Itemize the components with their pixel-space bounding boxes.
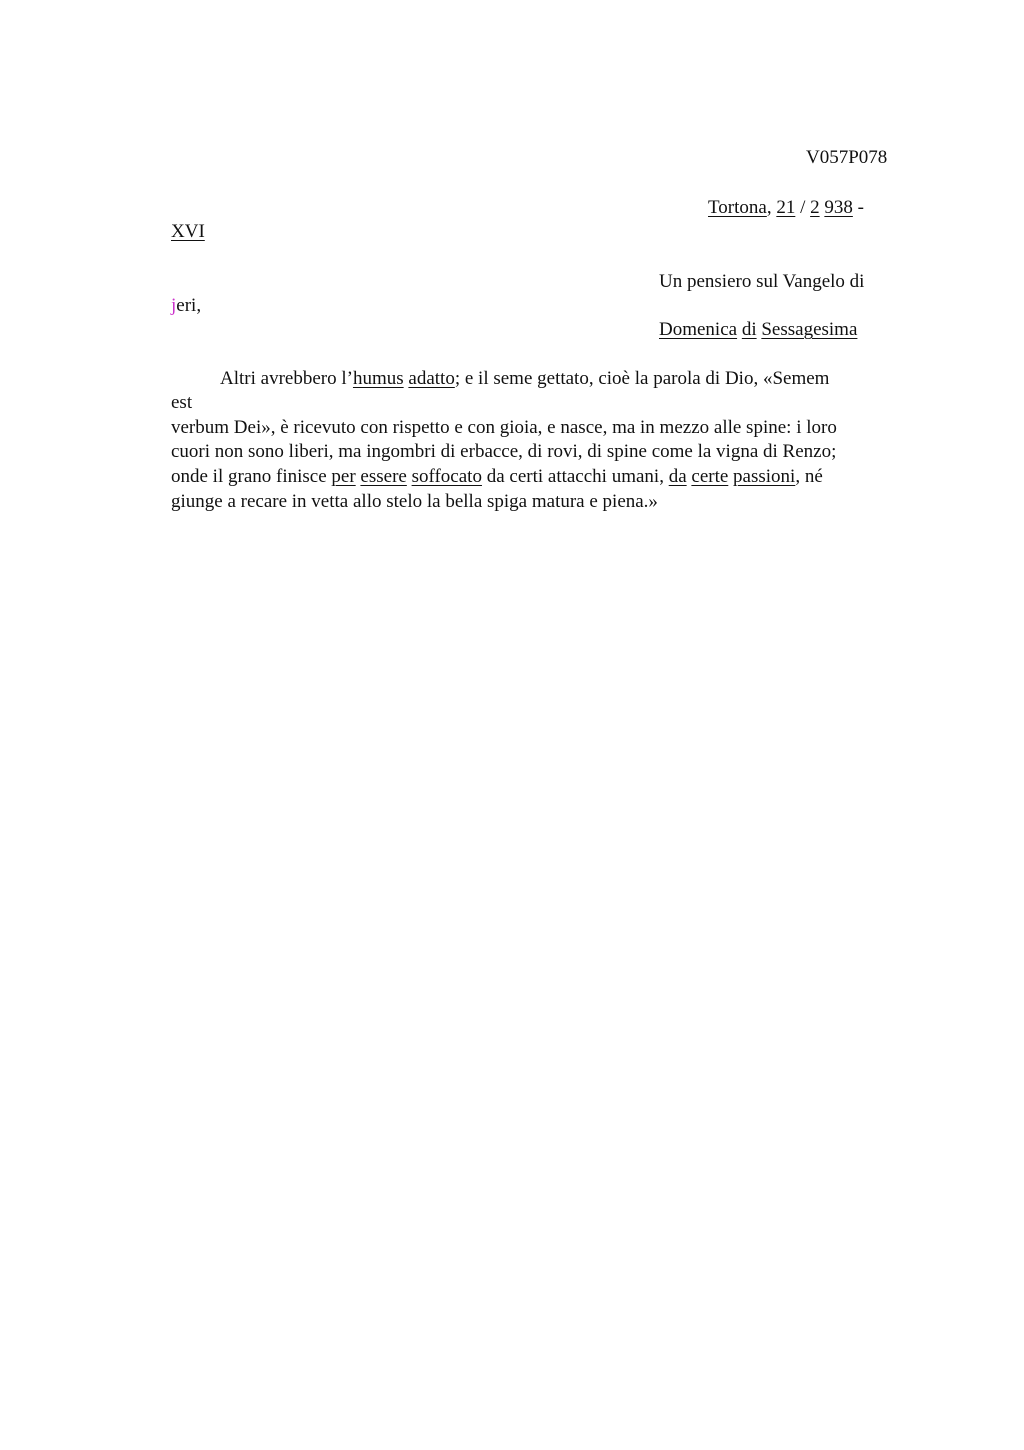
- heading-word-sessagesima: Sessagesima: [761, 319, 858, 340]
- dateline-era: XVI: [171, 221, 205, 242]
- heading-line-1: Un pensiero sul Vangelo di: [659, 271, 865, 292]
- body-line-5: [171, 465, 823, 489]
- body-word-soffocato: soffocato: [411, 466, 482, 487]
- dateline-dash: -: [852, 197, 864, 218]
- body-text: Altri avrebbero l’: [220, 368, 353, 389]
- heading-highlight-letter: j: [171, 295, 177, 316]
- heading-line-2-rest: eri,: [176, 295, 202, 316]
- body-text: ; e il seme gettato, cioè la parola di Dio, «Semem: [454, 368, 830, 389]
- body-text: , né: [795, 466, 823, 487]
- document-code: V057P078: [806, 147, 888, 168]
- body-word-humus: humus: [352, 368, 404, 389]
- heading-line-3: [659, 318, 857, 342]
- body-word-da: da: [668, 466, 687, 487]
- body-text: da certi attacchi umani,: [481, 466, 669, 487]
- dateline-month: 2: [810, 197, 820, 218]
- dateline-separator: /: [795, 197, 811, 218]
- body-word-adatto: adatto: [408, 368, 455, 389]
- body-line-6: giunge a recare in vetta allo stelo la bella spiga matura e piena.»: [171, 491, 658, 512]
- body-text: onde il grano finisce: [171, 466, 332, 487]
- heading-word-di: di: [741, 319, 757, 340]
- dateline-day: 21: [776, 197, 796, 218]
- body-line-2: est: [171, 392, 193, 413]
- body-line-1: [220, 367, 829, 391]
- heading-word-domenica: Domenica: [659, 319, 738, 340]
- body-word-certe: certe: [691, 466, 729, 487]
- dateline: [708, 196, 864, 220]
- dateline-city: Tortona: [708, 197, 767, 218]
- body-word-per: per: [331, 466, 356, 487]
- dateline-separator: ,: [766, 197, 777, 218]
- body-word-essere: essere: [360, 466, 407, 487]
- heading-line-2: [171, 294, 201, 318]
- dateline-year: 938: [824, 197, 853, 218]
- body-line-3: verbum Dei», è ricevuto con rispetto e con gioia, e nasce, ma in mezzo alle spine: i loro: [171, 417, 837, 438]
- body-word-passioni: passioni: [733, 466, 796, 487]
- body-line-4: cuori non sono liberi, ma ingombri di erbacce, di rovi, di spine come la vigna di Renzo;: [171, 441, 837, 462]
